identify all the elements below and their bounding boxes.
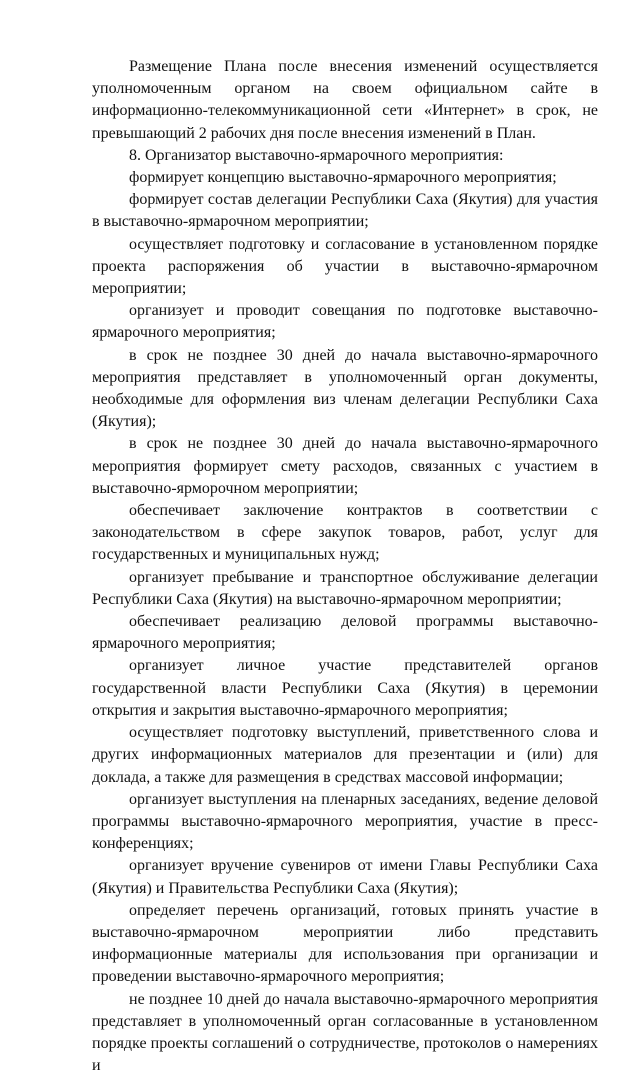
paragraph-delegation-composition: формирует состав делегации Республики Саха (Якутия) для участия в выставочно-ярмарочном мероприятии;	[92, 191, 598, 231]
paragraph-ceremony: организует личное участие представителей органов государственной власти Республики Саха (Якутия) в церемонии открытия и закрытия выставочно-ярмарочного мероприятия;	[92, 657, 598, 719]
paragraph-business-program: обеспечивает реализацию деловой программы выставочно-ярмарочного мероприятия;	[92, 613, 598, 653]
paragraph-section-8-heading: 8. Организатор выставочно-ярмарочного мероприятия:	[129, 146, 504, 164]
paragraph-visa-documents: в срок не позднее 30 дней до начала выставочно-ярмарочного мероприятия представляет в уполномоченный орган документы, необходимые для оформления виз членам делегации Республики Саха (Якутия);	[92, 346, 598, 431]
paragraph-contracts: обеспечивает заключение контрактов в соответствии с законодательством в сфере закупок товаров, работ, услуг для государственных и муниципальных нужд;	[92, 502, 598, 564]
document-page	[92, 56, 598, 1077]
paragraph-agreements: не позднее 10 дней до начала выставочно-ярмарочного мероприятия представляет в уполномоченный орган согласованные в установленном порядке проекты соглашений о сотрудничестве, протоколов о намерениях и	[92, 990, 598, 1075]
paragraph-speeches: осуществляет подготовку выступлений, приветственного слова и других информационных материалов для презентации и (или) для доклада, а также для размещения в средствах массовой информации;	[92, 724, 598, 786]
paragraph-plenary: организует выступления на пленарных заседаниях, ведение деловой программы выставочно-ярмарочного мероприятия, участие в пресс-конференциях;	[92, 790, 598, 853]
paragraph-organizations-list: определяет перечень организаций, готовых принять участие в выставочно-ярмарочном мероприятии либо представить информационные материалы для использования при организации и проведении выставочно-ярмарочного мероприятия;	[92, 901, 598, 986]
paragraph-transport: организует пребывание и транспортное обслуживание делегации Республики Саха (Якутия) на выставочно-ярмарочном мероприятии;	[92, 568, 598, 608]
paragraph-plan-publication: Размещение Плана после внесения изменений осуществляется уполномоченным органом на своем официальном сайте в информационно-телекоммуникационной сети «Интернет» в срок, не превышающий 2 рабочих дня после внесения изменений в План.	[92, 58, 598, 142]
paragraph-concept: формирует концепцию выставочно-ярмарочного мероприятия;	[129, 169, 557, 187]
paragraph-cost-estimate: в срок не позднее 30 дней до начала выставочно-ярмарочного мероприятия формирует смету расходов, связанных с участием в выставочно-ярморочном мероприятии;	[92, 435, 598, 497]
paragraph-meetings: организует и проводит совещания по подготовке выставочно-ярмарочного мероприятия;	[92, 302, 598, 342]
paragraph-souvenirs: организует вручение сувениров от имени Главы Республики Саха (Якутия) и Правительства Республики Саха (Якутия);	[92, 857, 598, 897]
paragraph-order-preparation: осуществляет подготовку и согласование в установленном порядке проекта распоряжения об участии в выставочно-ярмарочном мероприятии;	[92, 235, 598, 298]
